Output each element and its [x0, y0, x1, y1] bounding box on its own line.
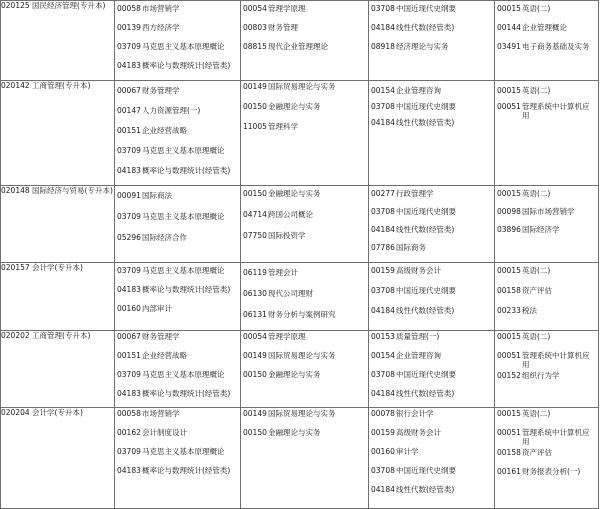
course-code: 04184 [371, 389, 395, 398]
course-name: 国际经济学 [522, 225, 560, 234]
course-name: 管理系统中计算机应用 [522, 428, 590, 446]
course-entry [115, 331, 240, 350]
course-code: 07786 [371, 243, 395, 252]
course-name: 资产评估 [522, 286, 552, 295]
course-code: 03709 [117, 42, 141, 51]
course-entry [241, 427, 368, 446]
course-code: 04714 [243, 210, 267, 219]
course-entry [241, 267, 368, 288]
course-code: 07750 [243, 231, 267, 240]
course-entry [115, 284, 240, 303]
course-name: 线性代数(经管类) [396, 485, 455, 494]
course-cell [369, 1, 495, 81]
course-entry [495, 305, 598, 325]
course-entry [369, 331, 494, 350]
course-name: 线性代数(经管类) [396, 23, 455, 32]
course-code: 03896 [497, 225, 521, 234]
course-entry [495, 265, 598, 285]
course-code: 03708 [371, 4, 395, 13]
course-name: 企业管理咨询 [396, 351, 441, 360]
course-name: 管理系统中计算机应用 [522, 351, 590, 369]
course-code: 00161 [497, 467, 521, 476]
course-name: 跨国公司概论 [268, 210, 313, 219]
course-entry [241, 331, 368, 350]
course-code: 00159 [371, 428, 395, 437]
course-name: 英语(二) [522, 332, 551, 341]
course-name: 英语(二) [522, 86, 551, 95]
course-code: 03709 [117, 370, 141, 379]
course-entry [495, 85, 598, 101]
course-cell [115, 331, 241, 408]
course-name: 国际经济合作 [142, 233, 187, 242]
course-entry [495, 41, 598, 60]
course-code: 03491 [497, 42, 521, 51]
course-code: 00067 [117, 332, 141, 341]
course-name: 财务管理 [268, 23, 298, 32]
course-code: 05296 [117, 233, 141, 242]
course-name: 概率论与数理统计(经管类) [142, 166, 231, 175]
course-name: 财务分析与案例研究 [268, 310, 336, 319]
course-code: 08815 [243, 42, 267, 51]
course-entry [241, 121, 368, 141]
course-code: 04183 [117, 166, 141, 175]
course-entry [115, 22, 240, 41]
course-entry [241, 209, 368, 230]
course-name: 市场营销学 [142, 4, 180, 13]
course-entry [369, 465, 494, 484]
course-name: 管理学原理 [268, 4, 306, 13]
course-entry [369, 117, 494, 133]
course-code: 00139 [117, 23, 141, 32]
course-entry [369, 427, 494, 446]
course-entry [115, 190, 240, 211]
course-name: 概率论与数理统计(经管类) [142, 61, 231, 70]
course-name: 内部审计 [142, 304, 172, 313]
course-name: 管理科学 [268, 122, 298, 131]
course-entry [115, 265, 240, 284]
course-name: 中国近现代史纲要 [396, 207, 456, 216]
course-code: 03708 [371, 466, 395, 475]
course-name: 国际市场营销学 [522, 207, 575, 216]
course-cell [241, 186, 369, 263]
major-name: 会计学(专升本) [32, 263, 83, 272]
major-code: 020125 [1, 1, 30, 10]
course-code: 00051 [497, 102, 521, 111]
course-code: 00150 [243, 189, 267, 198]
course-entry [241, 101, 368, 121]
course-name: 马克思主义基本原理概论 [142, 266, 225, 275]
course-name: 金融理论与实务 [268, 370, 321, 379]
course-entry [241, 41, 368, 60]
course-name: 国际贸易理论与实务 [268, 351, 336, 360]
course-code: 00091 [117, 191, 141, 200]
table-row [1, 408, 599, 509]
course-name: 国际贸易理论与实务 [268, 82, 336, 91]
course-code: 00162 [117, 428, 141, 437]
course-entry [241, 81, 368, 101]
course-entry [369, 22, 494, 41]
course-cell [115, 263, 241, 331]
course-code: 04183 [117, 466, 141, 475]
course-name: 马克思主义基本原理概论 [142, 212, 225, 221]
course-code: 00054 [243, 332, 267, 341]
course-name: 金融理论与实务 [268, 189, 321, 198]
course-cell [495, 263, 599, 331]
course-name: 电子商务基础及实务 [522, 42, 590, 51]
course-code: 04184 [371, 485, 395, 494]
major-cell [1, 331, 115, 408]
course-code: 04183 [117, 389, 141, 398]
course-name: 高级财务会计 [396, 266, 441, 275]
course-code: 03708 [371, 207, 395, 216]
course-code: 00098 [497, 207, 521, 216]
course-code: 00078 [371, 409, 395, 418]
course-cell [241, 263, 369, 331]
course-entry [369, 446, 494, 465]
course-entry [115, 165, 240, 185]
course-entry [241, 230, 368, 251]
course-name: 经济理论与实务 [396, 42, 449, 51]
course-entry [369, 85, 494, 101]
course-entry [115, 60, 240, 79]
major-code: 020157 [1, 263, 30, 272]
course-code: 00150 [243, 428, 267, 437]
course-code: 00149 [243, 409, 267, 418]
course-entry [115, 211, 240, 232]
course-name: 中国近现代史纲要 [396, 4, 456, 13]
course-name: 财务管理学 [142, 86, 180, 95]
course-entry [495, 331, 598, 350]
course-name: 国际商务 [396, 243, 426, 252]
course-name: 管理学原理 [268, 332, 306, 341]
course-name: 线性代数(经管类) [396, 225, 455, 234]
course-code: 00015 [497, 86, 521, 95]
course-code: 00151 [117, 126, 141, 135]
course-entry [495, 101, 598, 121]
course-name: 市场营销学 [142, 409, 180, 418]
course-code: 03708 [371, 286, 395, 295]
course-cell [115, 186, 241, 263]
course-entry [115, 446, 240, 465]
course-entry [369, 101, 494, 117]
course-code: 00051 [497, 351, 521, 360]
course-entry [369, 206, 494, 224]
course-cell [495, 331, 599, 408]
course-code: 03708 [371, 102, 395, 111]
course-entry [115, 408, 240, 427]
table-row [1, 186, 599, 263]
major-code: 020148 [1, 186, 30, 195]
course-entry [495, 224, 598, 242]
course-entry [115, 303, 240, 322]
course-code: 00159 [371, 266, 395, 275]
course-cell [495, 81, 599, 186]
course-code: 00015 [497, 4, 521, 13]
course-entry [115, 125, 240, 145]
major-code: 020142 [1, 81, 30, 90]
major-cell [1, 81, 115, 186]
course-name: 税法 [522, 306, 537, 315]
course-code: 00233 [497, 306, 521, 315]
course-name: 概率论与数理统计(经管类) [142, 285, 231, 294]
course-name: 马克思主义基本原理概论 [142, 146, 225, 155]
course-name: 中国近现代史纲要 [396, 370, 456, 379]
course-code: 03709 [117, 146, 141, 155]
table-row [1, 263, 599, 331]
course-code: 00054 [243, 4, 267, 13]
major-cell [1, 1, 115, 81]
course-code: 03709 [117, 447, 141, 456]
course-code: 04184 [371, 225, 395, 234]
course-name: 概率论与数理统计(经管类) [142, 389, 231, 398]
major-name: 会计学(专升本) [32, 408, 83, 417]
course-code: 03708 [371, 370, 395, 379]
course-entry [241, 288, 368, 309]
course-entry [369, 41, 494, 60]
course-entry [369, 408, 494, 427]
major-name: 工商管理(专升本) [32, 331, 91, 340]
course-entry [369, 188, 494, 206]
course-name: 现代公司理财 [268, 289, 313, 298]
course-name: 管理会计 [268, 268, 298, 277]
course-name: 银行会计学 [396, 409, 434, 418]
course-entry [115, 388, 240, 407]
course-name: 企业经营战略 [142, 126, 187, 135]
course-name: 金融理论与实务 [268, 102, 321, 111]
major-cell [1, 408, 115, 509]
course-name: 英语(二) [522, 4, 551, 13]
major-cell [1, 263, 115, 331]
course-name: 企业经营战略 [142, 351, 187, 360]
course-code: 00147 [117, 106, 141, 115]
course-code: 04184 [371, 23, 395, 32]
course-code: 00067 [117, 86, 141, 95]
course-name: 中国近现代史纲要 [396, 466, 456, 475]
course-cell [369, 263, 495, 331]
course-name: 企业管理咨询 [396, 86, 441, 95]
course-name: 会计制度设计 [142, 428, 187, 437]
course-code: 00015 [497, 409, 521, 418]
table-row [1, 331, 599, 408]
course-code: 00058 [117, 4, 141, 13]
course-cell [495, 408, 599, 509]
course-entry [241, 369, 368, 388]
course-cell [369, 408, 495, 509]
course-name: 马克思主义基本原理概论 [142, 42, 225, 51]
course-entry [495, 285, 598, 305]
course-entry [369, 305, 494, 325]
course-code: 00277 [371, 189, 395, 198]
course-name: 金融理论与实务 [268, 428, 321, 437]
course-name: 企业管理概论 [522, 23, 567, 32]
course-cell [495, 186, 599, 263]
course-entry [241, 350, 368, 369]
course-entry [369, 369, 494, 388]
course-entry [495, 447, 598, 466]
course-entry [495, 188, 598, 206]
course-name: 现代企业管理理论 [268, 42, 328, 51]
course-entry [241, 408, 368, 427]
course-code: 00152 [497, 371, 521, 380]
course-name: 中国近现代史纲要 [396, 286, 456, 295]
course-entry [115, 369, 240, 388]
course-cell [241, 331, 369, 408]
major-code: 020204 [1, 408, 30, 417]
course-name: 国际贸易理论与实务 [268, 409, 336, 418]
course-code: 00150 [243, 370, 267, 379]
course-name: 线性代数(经管类) [396, 389, 455, 398]
course-name: 英语(二) [522, 266, 551, 275]
course-cell [115, 1, 241, 81]
major-name: 工商管理(专升本) [32, 81, 91, 90]
course-entry [115, 145, 240, 165]
course-name: 马克思主义基本原理概论 [142, 370, 225, 379]
course-entry [115, 465, 240, 484]
course-code: 00051 [497, 428, 521, 437]
course-entry [115, 105, 240, 125]
course-name: 质量管理(一) [396, 332, 440, 341]
course-entry [241, 22, 368, 41]
course-cell [241, 408, 369, 509]
major-code: 020202 [1, 331, 30, 340]
course-code: 03709 [117, 212, 141, 221]
course-code: 00015 [497, 332, 521, 341]
course-entry [495, 350, 598, 370]
course-code: 00154 [371, 86, 395, 95]
course-name: 西方经济学 [142, 23, 180, 32]
course-name: 马克思主义基本原理概论 [142, 447, 225, 456]
course-entry [115, 41, 240, 60]
course-code: 00150 [243, 102, 267, 111]
course-name: 财务管理学 [142, 332, 180, 341]
course-entry [495, 466, 598, 485]
course-entry [369, 285, 494, 305]
table-row [1, 81, 599, 186]
course-name: 行政管理学 [396, 189, 434, 198]
course-entry [495, 206, 598, 224]
course-entry [495, 3, 598, 22]
course-entry [241, 309, 368, 330]
course-name: 英语(二) [522, 409, 551, 418]
course-cell [495, 1, 599, 81]
course-entry [115, 232, 240, 253]
course-name: 组织行为学 [522, 371, 560, 380]
course-cell [369, 186, 495, 263]
course-entry [369, 242, 494, 260]
course-cell [115, 408, 241, 509]
course-code: 04183 [117, 61, 141, 70]
course-code: 06131 [243, 310, 267, 319]
course-entry [495, 427, 598, 447]
course-code: 00153 [371, 332, 395, 341]
course-code: 00015 [497, 266, 521, 275]
course-code: 03709 [117, 266, 141, 275]
course-entry [369, 3, 494, 22]
course-entry [369, 265, 494, 285]
course-name: 线性代数(经管类) [396, 306, 455, 315]
course-name: 国际投资学 [268, 231, 306, 240]
course-entry [495, 22, 598, 41]
course-code: 00803 [243, 23, 267, 32]
course-name: 线性代数(经管类) [396, 118, 455, 127]
course-entry [241, 3, 368, 22]
course-name: 概率论与数理统计(经管类) [142, 466, 231, 475]
course-name: 人力资源管理(一) [142, 106, 201, 115]
course-entry [495, 408, 598, 427]
table-row [1, 1, 599, 81]
course-code: 08918 [371, 42, 395, 51]
course-code: 00149 [243, 351, 267, 360]
major-cell [1, 186, 115, 263]
course-entry [369, 484, 494, 503]
table-body [1, 1, 599, 509]
course-code: 00015 [497, 189, 521, 198]
major-name: 国际经济与贸易(专升本) [32, 186, 113, 195]
course-entry [495, 370, 598, 389]
course-code: 04184 [371, 118, 395, 127]
course-cell [115, 81, 241, 186]
course-code: 00144 [497, 23, 521, 32]
course-code: 00158 [497, 286, 521, 295]
course-code: 04184 [371, 306, 395, 315]
course-code: 00151 [117, 351, 141, 360]
course-code: 00158 [497, 448, 521, 457]
course-entry [115, 85, 240, 105]
course-name: 资产评估 [522, 448, 552, 457]
course-entry [369, 350, 494, 369]
course-entry [115, 3, 240, 22]
course-code: 00154 [371, 351, 395, 360]
course-entry [115, 350, 240, 369]
course-code: 00058 [117, 409, 141, 418]
course-code: 00160 [117, 304, 141, 313]
course-code: 04183 [117, 285, 141, 294]
major-name: 国民经济管理(专升本) [32, 1, 106, 10]
course-entry [115, 427, 240, 446]
course-name: 管理系统中计算机应用 [522, 102, 590, 120]
course-cell [369, 81, 495, 186]
course-name: 国际商法 [142, 191, 172, 200]
course-code: 06130 [243, 289, 267, 298]
course-entry [241, 188, 368, 209]
course-code: 11005 [243, 122, 267, 131]
course-code: 00160 [371, 447, 395, 456]
course-code: 00149 [243, 82, 267, 91]
course-cell [241, 81, 369, 186]
course-cell [241, 1, 369, 81]
course-name: 财务报表分析(一) [522, 467, 581, 476]
course-name: 中国近现代史纲要 [396, 102, 456, 111]
course-name: 英语(二) [522, 189, 551, 198]
course-entry [369, 224, 494, 242]
course-cell [369, 331, 495, 408]
course-code: 06119 [243, 268, 267, 277]
course-name: 审计学 [396, 447, 419, 456]
course-entry [369, 388, 494, 407]
course-name: 高级财务会计 [396, 428, 441, 437]
